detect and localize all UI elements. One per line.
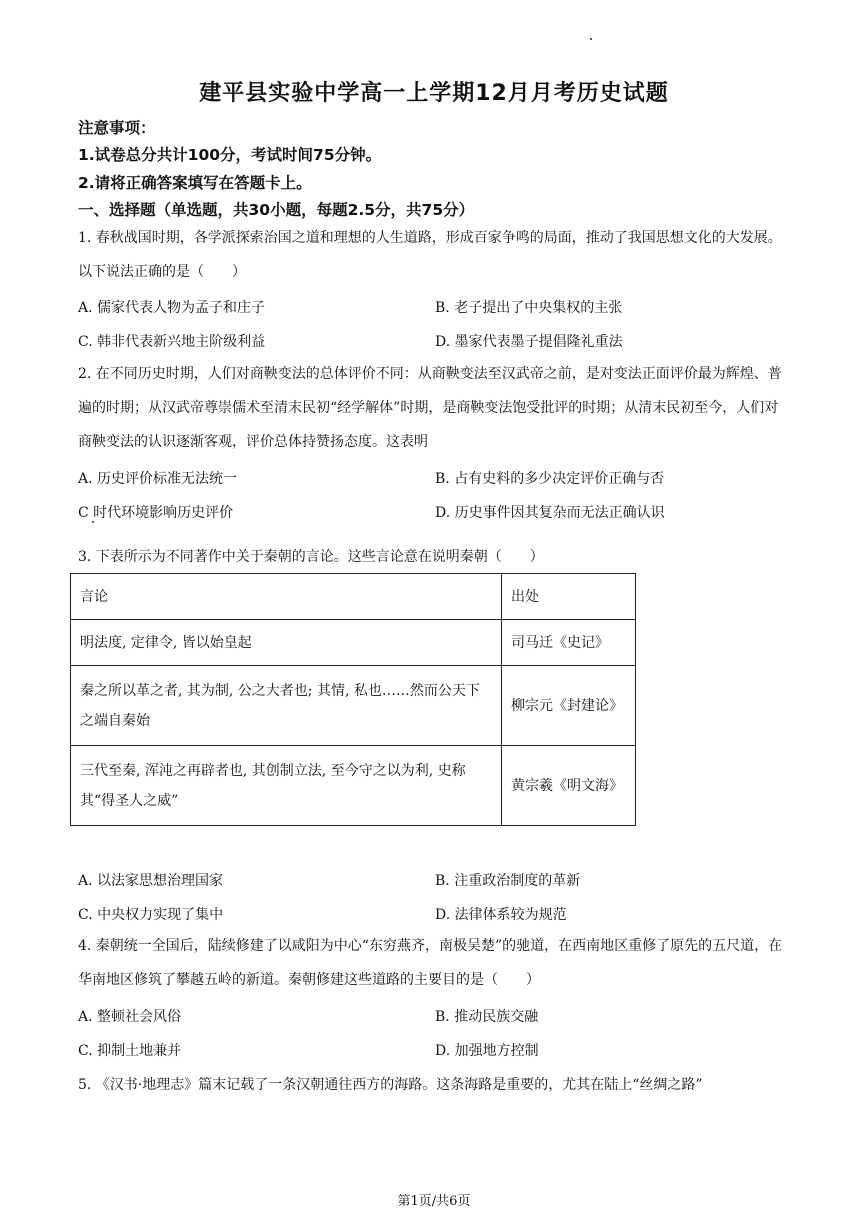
table-cell: 黄宗羲《明文海》	[502, 746, 636, 826]
option-c: C 时代环境影响历史评价	[78, 505, 234, 521]
option-c: C. 中央权力实现了集中	[78, 907, 224, 923]
option-b: B. 占有史料的多少决定评价正确与否	[435, 471, 665, 487]
option-d: D. 历史事件因其复杂而无法正确认识	[435, 505, 665, 521]
table-header-cell: 言论	[71, 574, 502, 620]
table-cell: 明法度, 定律令, 皆以始皇起	[71, 620, 502, 666]
option-a: A. 儒家代表人物为孟子和庄子	[78, 300, 266, 316]
table-header-row	[71, 574, 636, 620]
quotes-table	[70, 573, 636, 826]
table-cell: 柳宗元《封建论》	[502, 666, 636, 746]
notice-item: 2.请将正确答案填写在答题卡上。	[78, 174, 312, 192]
option-d: D. 加强地方控制	[435, 1043, 539, 1059]
option-b: B. 推动民族交融	[435, 1009, 539, 1025]
option-a: A. 整顿社会风俗	[78, 1009, 182, 1025]
option-a: A. 以法家思想治理国家	[78, 873, 224, 889]
question-stem: 3. 下表所示为不同著作中关于秦朝的言论。这些言论意在说明秦朝（ ）	[78, 549, 544, 565]
table-row	[71, 746, 636, 826]
option-c: C. 韩非代表新兴地主阶级利益	[78, 334, 266, 350]
scan-speck	[590, 38, 592, 40]
option-d: D. 法律体系较为规范	[435, 907, 567, 923]
table-cell: 三代至秦, 浑沌之再辟者也, 其创制立法, 至今守之以为利, 史称其“得圣人之威”	[71, 746, 502, 826]
page-title: 建平县实验中学高一上学期12月月考历史试题	[199, 81, 669, 106]
scan-speck	[92, 521, 94, 523]
page-number: 第1页/共6页	[397, 1194, 471, 1209]
table-row	[71, 620, 636, 666]
option-b: B. 注重政治制度的革新	[435, 873, 581, 889]
notice-item: 1.试卷总分共计100分，考试时间75分钟。	[78, 146, 382, 164]
question-stem: 5. 《汉书·地理志》篇末记载了一条汉朝通往西方的海路。这条海路是重要的，尤其在陆上“丝绸之路”	[78, 1077, 703, 1093]
question-stem: 4. 秦朝统一全国后，陆续修建了以咸阳为中心“东穷燕齐，南极吴楚”的驰道，在西南地区重修了原先的五尺道，在华南地区修筑了攀越五岭的新道。秦朝修建这些道路的主要目的是（ ）	[78, 938, 783, 988]
question-stem: 1. 春秋战国时期，各学派探索治国之道和理想的人生道路，形成百家争鸣的局面，推动了我国思想文化的大发展。以下说法正确的是（ ）	[78, 230, 782, 280]
option-c: C. 抑制土地兼并	[78, 1043, 182, 1059]
section-heading: 一、选择题（单选题，共30小题，每题2.5分，共75分）	[78, 201, 475, 219]
table-cell: 司马迁《史记》	[502, 620, 636, 666]
notice-heading: 注意事项：	[78, 119, 156, 137]
question-stem: 2. 在不同历史时期，人们对商鞅变法的总体评价不同：从商鞅变法至汉武帝之前，是对变法正面评价最为辉煌、普遍的时期；从汉武帝尊崇儒术至清末民初“经学解体”时期，是商鞅变法饱受批评的时期；从清末民初至今，人们对商鞅变法的认识逐渐客观，评价总体持赞扬态度。这表明	[78, 366, 782, 450]
table-cell: 秦之所以革之者, 其为制, 公之大者也; 其情, 私也……然而公天下之端自秦始	[71, 666, 502, 746]
option-d: D. 墨家代表墨子提倡隆礼重法	[435, 334, 623, 350]
table-row	[71, 666, 636, 746]
option-b: B. 老子提出了中央集权的主张	[435, 300, 623, 316]
option-a: A. 历史评价标准无法统一	[78, 471, 238, 487]
table-header-cell: 出处	[502, 574, 636, 620]
